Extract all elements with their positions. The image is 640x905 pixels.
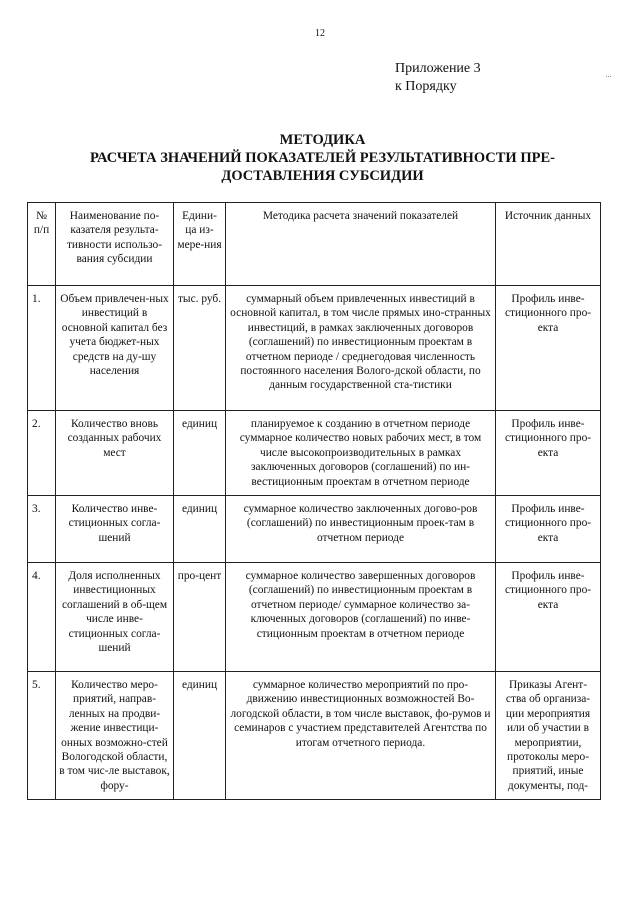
data-source: Профиль инве-стиционного про-екта <box>496 496 601 563</box>
margin-mark <box>606 76 611 78</box>
indicator-name: Объем привлечен-ных инвестиций в основной капитал без учета бюджет-ных средств на ду-шу населения <box>56 286 174 411</box>
calculation-method: суммарное количество завершенных договоров (соглашений) по инвестиционным проектам в отчетном периоде/ суммарное количество за-ключенных договоров (соглашений) по инве-стиционным проектам в отчетном периоде <box>226 563 496 672</box>
table-row <box>28 496 601 563</box>
title-line-1: МЕТОДИКА <box>279 132 366 148</box>
calculation-method: планируемое к созданию в отчетном периоде суммарное количество новых рабочих мест, в том числе высокопроизводительных в рамках заключенных договоров (соглашений) по ин-вестиционным проектам в отчетном периоде <box>226 411 496 496</box>
appendix-line-2: к Порядку <box>395 79 457 94</box>
indicator-name: Количество меро-приятий, направ-ленных на продви-жение инвестици-онных возможно-стей Вологодской области, в том чис-ле выставок, фору- <box>56 672 174 800</box>
data-source: Профиль инве-стиционного про-екта <box>496 411 601 496</box>
table-row <box>28 563 601 672</box>
row-number: 4. <box>28 563 56 672</box>
row-number: 5. <box>28 672 56 800</box>
calculation-method: суммарное количество заключенных догово-ров (соглашений) по инвестиционным проек-там в отчетном периоде <box>226 496 496 563</box>
title-line-3: ДОСТАВЛЕНИЯ СУБСИДИИ <box>221 168 424 184</box>
unit-of-measure: единиц <box>174 411 226 496</box>
header-cell-indicator: Наименование по-казателя результа-тивности использо-вания субсидии <box>56 203 174 286</box>
indicator-name: Количество инве-стиционных согла-шений <box>56 496 174 563</box>
unit-of-measure: единиц <box>174 672 226 800</box>
header-cell-unit: Едини-ца из-мере-ния <box>174 203 226 286</box>
calculation-method: суммарное количество мероприятий по про-движению инвестиционных возможностей Во-логодской области, в том числе выставок, фо-румов и семинаров с участием представителей Агентства по итогам отчетного периода. <box>226 672 496 800</box>
page-number: 12 <box>315 28 325 39</box>
unit-of-measure: тыс. руб. <box>174 286 226 411</box>
appendix-reference <box>395 60 481 96</box>
header-cell-method: Методика расчета значений показателей <box>226 203 496 286</box>
data-source: Профиль инве-стиционного про-екта <box>496 286 601 411</box>
table-row <box>28 286 601 411</box>
table-header-row <box>28 203 601 286</box>
document-title <box>30 131 615 185</box>
row-number: 2. <box>28 411 56 496</box>
title-line-2: РАСЧЕТА ЗНАЧЕНИЙ ПОКАЗАТЕЛЕЙ РЕЗУЛЬТАТИВНОСТИ ПРЕ- <box>90 150 555 166</box>
row-number: 1. <box>28 286 56 411</box>
table-row <box>28 411 601 496</box>
header-cell-number: № п/п <box>28 203 56 286</box>
unit-of-measure: про-цент <box>174 563 226 672</box>
indicators-table <box>27 202 601 800</box>
data-source: Приказы Агент-ства об организа-ции мероприятия или об участии в мероприятии, протоколы меро-приятий, иные документы, под- <box>496 672 601 800</box>
indicator-name: Доля исполненных инвестиционных соглашений в об-щем числе инве-стиционных согла-шений <box>56 563 174 672</box>
appendix-line-1: Приложение 3 <box>395 61 481 76</box>
row-number: 3. <box>28 496 56 563</box>
header-cell-source: Источник данных <box>496 203 601 286</box>
data-source: Профиль инве-стиционного про-екта <box>496 563 601 672</box>
indicator-name: Количество вновь созданных рабочих мест <box>56 411 174 496</box>
table-row <box>28 672 601 800</box>
calculation-method: суммарный объем привлеченных инвестиций в основной капитал, в том числе прямых ино-странных инвестиций, в рамках заключенных договоров (соглашений) по инвестиционным проектам в отчетном периоде / среднегодовая численность постоянного населения Волого-дской области, по данным государственной ста-тистики <box>226 286 496 411</box>
unit-of-measure: единиц <box>174 496 226 563</box>
